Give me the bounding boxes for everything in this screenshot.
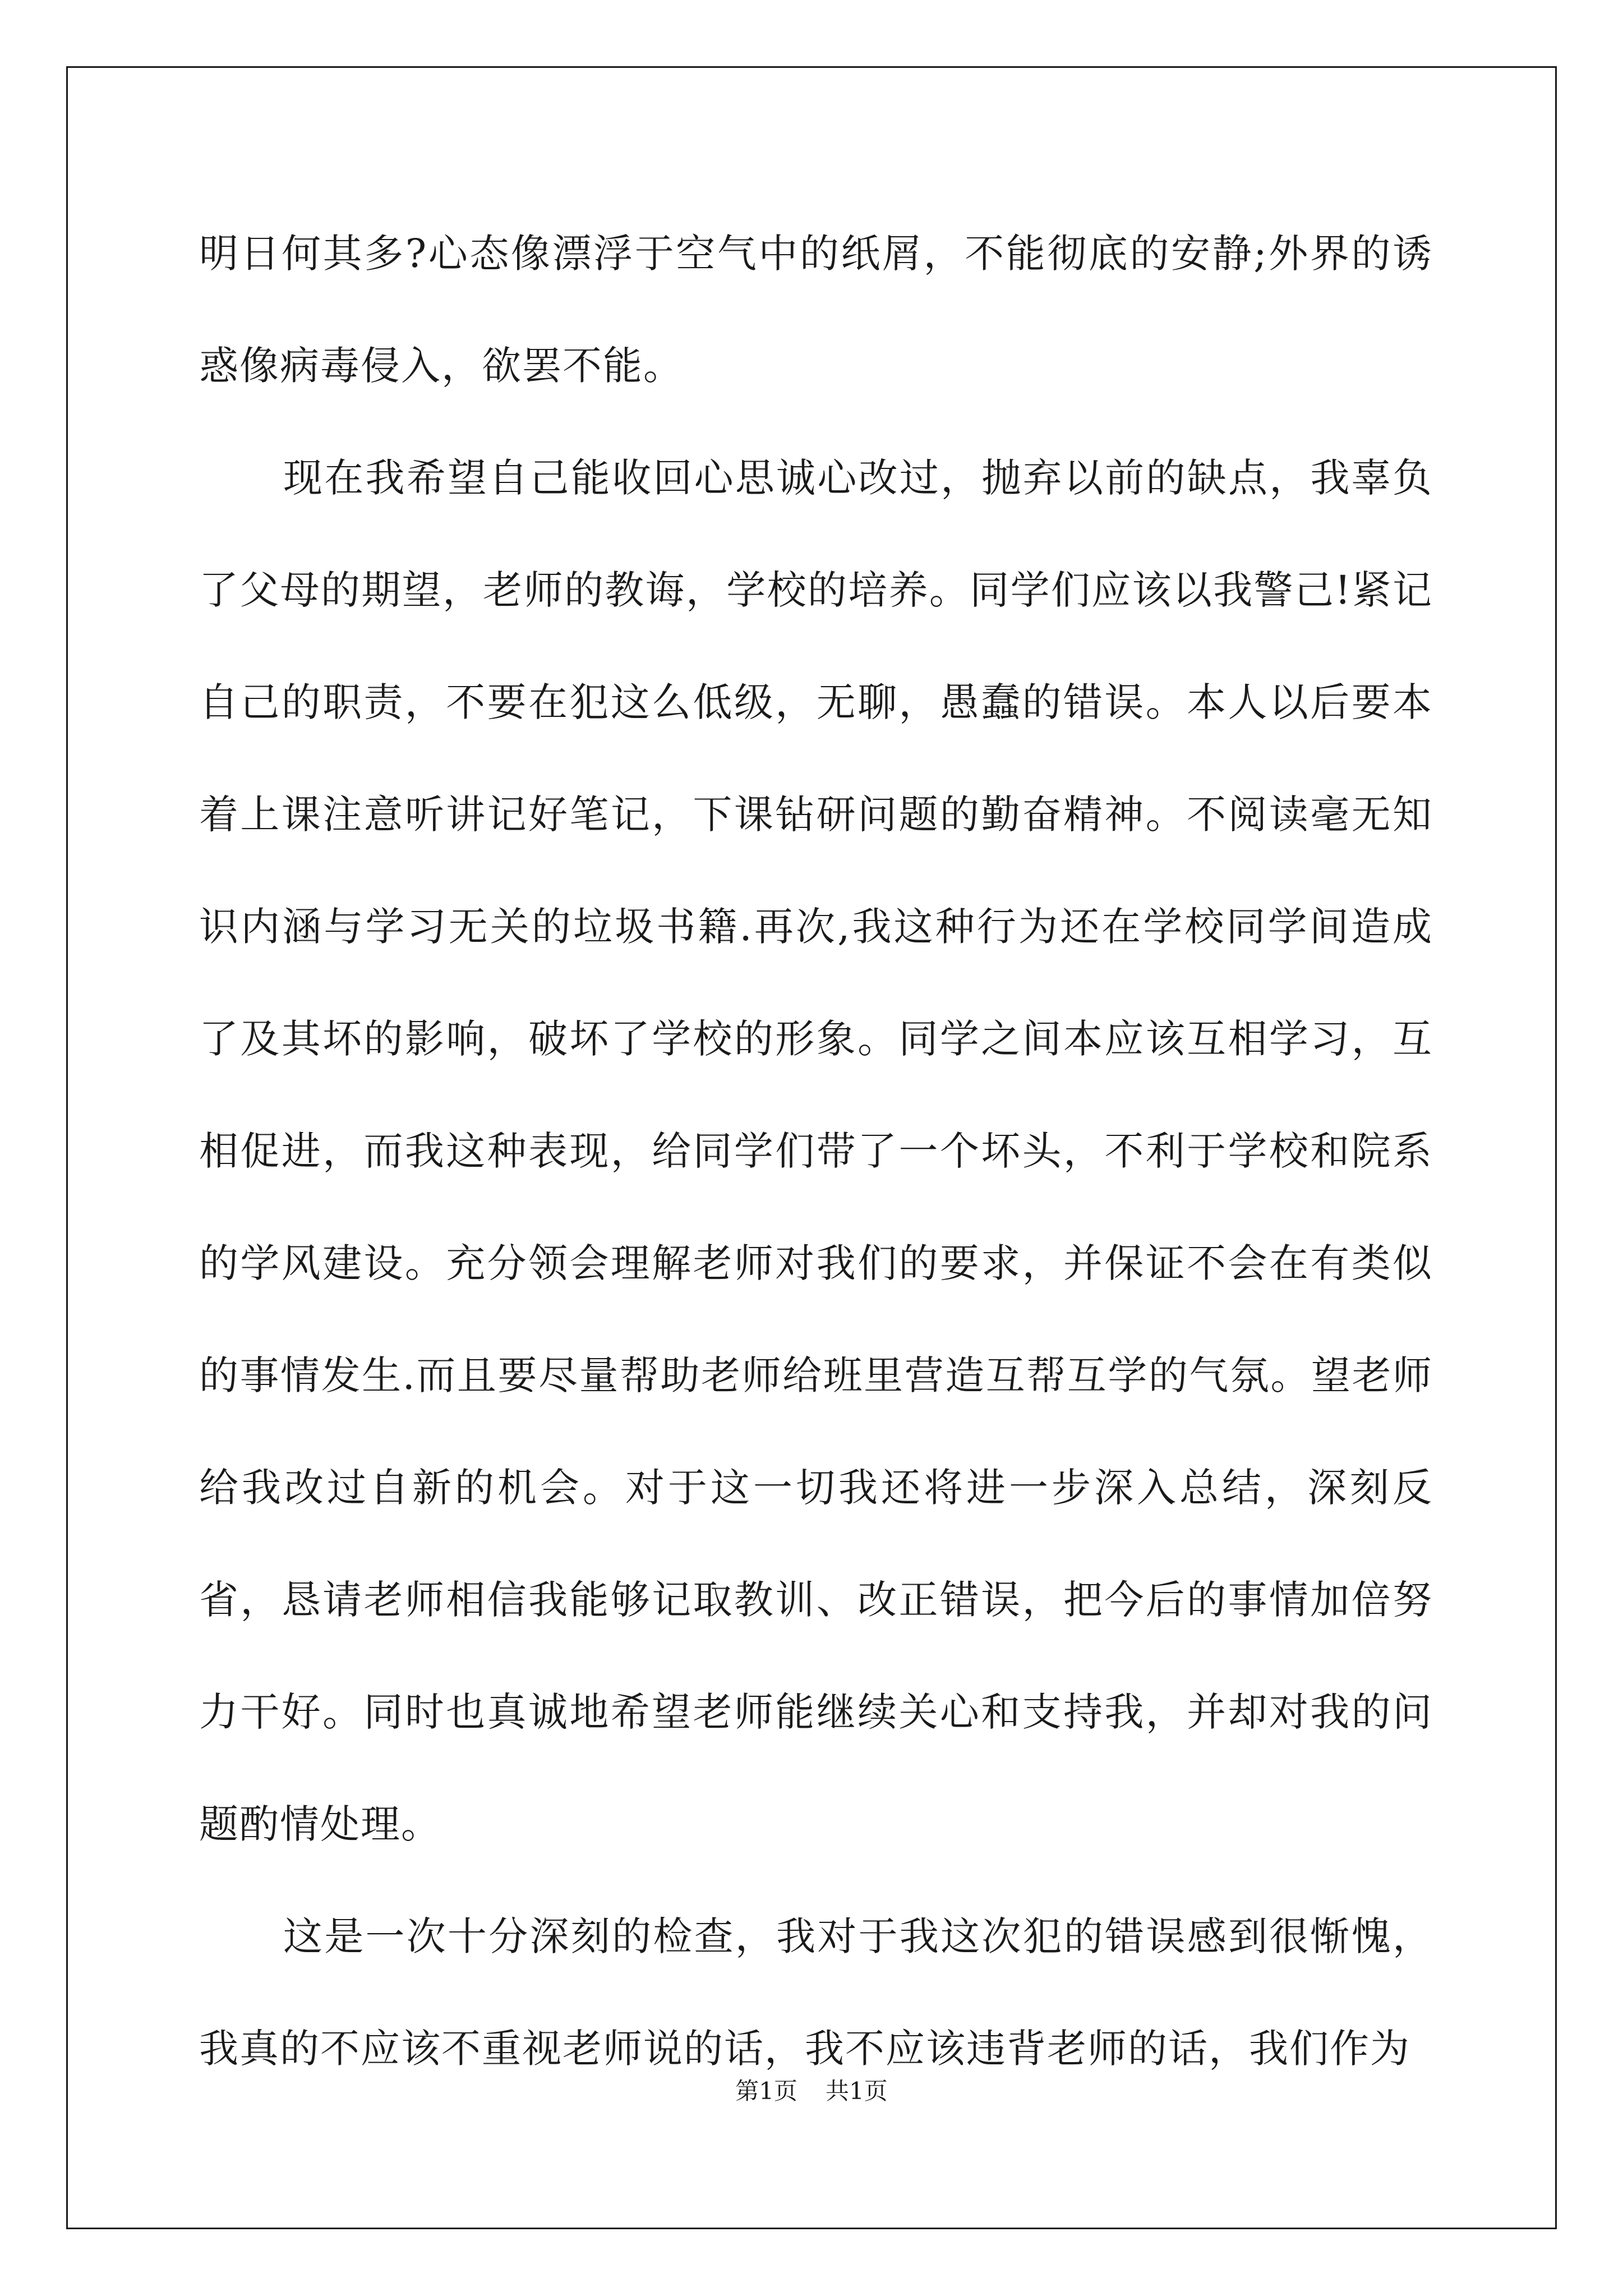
page-total: 共1页 bbox=[826, 2077, 888, 2105]
page-number: 第1页 bbox=[735, 2077, 797, 2105]
paragraph-2: 现在我希望自己能收回心思诚心改过，抛弃以前的缺点，我辜负了父母的期望，老师的教诲，学校的培养。同学们应该以我警己!紧记自己的职责，不要在犯这么低级，无聊，愚蠢的错误。本人以后要本着上课注意听讲记好笔记，下课钻研问题的勤奋精神。不阅读毫无知识内涵与学习无关的垃圾书籍.再次,我这种行为还在学校同学间造成了及其坏的影响，破坏了学校的形象。同学之间本应该互相学习，互相促进，而我这种表现，给同学们带了一个坏头，不利于学校和院系的学风建设。充分领会理解老师对我们的要求，并保证不会在有类似的事情发生.而且要尽量帮助老师给班里营造互帮互学的气氛。望老师给我改过自新的机会。对于这一切我还将进一步深入总结，深刻反省，恳请老师相信我能够记取教训、改正错误，把今后的事情加倍努力干好。同时也真诚地希望老师能继续关心和支持我，并却对我的问题酌情处理。 bbox=[199, 455, 1433, 1847]
paragraph-3: 这是一次十分深刻的检查，我对于我这次犯的错误感到很惭愧，我真的不应该不重视老师说的话，我不应该违背老师的话，我们作为 bbox=[199, 1913, 1433, 2072]
paragraph-1: 明日何其多?心态像漂浮于空气中的纸屑，不能彻底的安静;外界的诱惑像病毒侵入，欲罢不能。 bbox=[199, 231, 1433, 389]
document-body bbox=[199, 197, 1433, 2105]
page-footer bbox=[0, 2073, 1623, 2106]
